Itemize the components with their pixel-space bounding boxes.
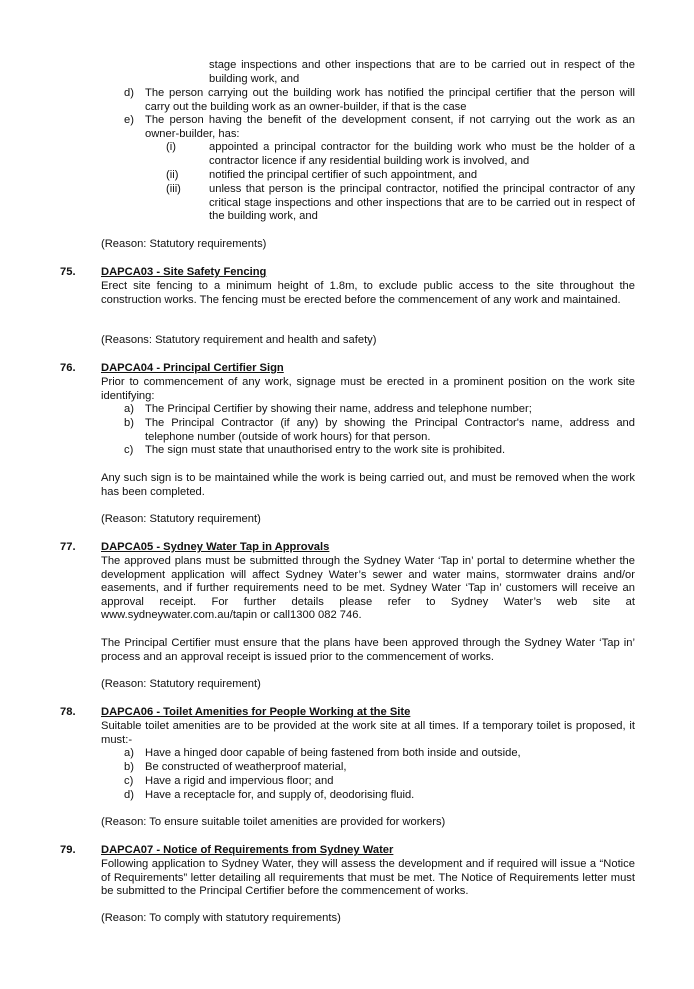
condition-75-number: 75. [60,266,76,278]
condition-78-item-b: Be constructed of weatherproof material, [145,761,347,773]
condition-78-label-b: b) [124,761,134,773]
condition-79-number: 79. [60,844,76,856]
condition-76-title: DAPCA04 - Principal Certifier Sign [101,362,284,374]
item-c-continuation: stage inspections and other inspections that are to be carried out in respect of the building work, and [209,59,635,85]
sub-item-i: appointed a principal contractor for the building work who must be the holder of a contractor licence if any residential building work is involved, and [209,141,635,167]
condition-76-label-c: c) [124,444,134,456]
condition-79-reason: (Reason: To comply with statutory requirements) [101,912,341,924]
condition-78-item-d: Have a receptacle for, and supply of, deodorising fluid. [145,789,415,801]
list-item-e: The person having the benefit of the development consent, if not carrying out the work as an owner-builder, has: [145,114,635,140]
condition-77-body-1: The approved plans must be submitted through the Sydney Water ‘Tap in’ portal to determine whether the development application will affect Sydney Water’s sewer and water mains, stormwater drains and/or easements, and if further requirements need to be met. Sydney Water ‘Tap in’ customers will receive an approval receipt. For further details please refer to Sydney Water’s web site at www.sydneywater.com.au/tapin or call1300 082 746. [101,555,635,622]
condition-76-label-b: b) [124,417,134,429]
sub-label-i: (i) [166,141,176,153]
top-reason: (Reason: Statutory requirements) [101,238,267,250]
condition-79-title: DAPCA07 - Notice of Requirements from Sydney Water [101,844,394,856]
condition-78-item-c: Have a rigid and impervious floor; and [145,775,334,787]
condition-78-label-a: a) [124,747,134,759]
condition-78-label-d: d) [124,789,134,801]
condition-75-reason: (Reasons: Statutory requirement and health and safety) [101,334,377,346]
condition-77-title: DAPCA05 - Sydney Water Tap in Approvals [101,541,330,553]
condition-77-number: 77. [60,541,76,553]
list-item-d: The person carrying out the building work has notified the principal certifier that the person will carry out the building work as an owner-builder, if that is the case [145,87,635,113]
sub-label-ii: (ii) [166,169,179,181]
sub-item-iii: unless that person is the principal contractor, notified the principal contractor of any critical stage inspections and other inspections that are to be carried out in respect of the building work, and [209,183,635,223]
condition-78-title: DAPCA06 - Toilet Amenities for People Working at the Site [101,706,411,718]
condition-78-intro: Suitable toilet amenities are to be provided at the work site at all times. If a temporary toilet is proposed, it must:- [101,720,635,746]
condition-76-number: 76. [60,362,76,374]
list-label-d: d) [124,87,134,99]
condition-78-reason: (Reason: To ensure suitable toilet amenities are provided for workers) [101,816,446,828]
condition-76-item-c: The sign must state that unauthorised entry to the work site is prohibited. [145,444,506,456]
condition-78-number: 78. [60,706,76,718]
condition-78-label-c: c) [124,775,134,787]
condition-76-label-a: a) [124,403,134,415]
condition-77-body-2: The Principal Certifier must ensure that the plans have been approved through the Sydney Water ‘Tap in’ process and an approval receipt is issued prior to the commencement of works. [101,637,635,663]
condition-76-item-b: The Principal Contractor (if any) by showing the Principal Contractor's name, address and telephone number (outside of work hours) for that person. [145,417,635,443]
sub-item-ii: notified the principal certifier of such appointment, and [209,169,478,181]
condition-77-reason: (Reason: Statutory requirement) [101,678,261,690]
condition-76-intro: Prior to commencement of any work, signage must be erected in a prominent position on the work site identifying: [101,376,635,402]
condition-79-body: Following application to Sydney Water, they will assess the development and if required will issue a “Notice of Requirements” letter detailing all requirements that must be met. The Notice of Requirements letter must be submitted to the Principal Certifier before the commencement of works. [101,858,635,898]
condition-76-after: Any such sign is to be maintained while the work is being carried out, and must be removed when the work has been completed. [101,472,635,498]
condition-75-title: DAPCA03 - Site Safety Fencing [101,266,267,278]
condition-78-item-a: Have a hinged door capable of being fastened from both inside and outside, [145,747,521,759]
condition-76-item-a: The Principal Certifier by showing their name, address and telephone number; [145,403,532,415]
list-label-e: e) [124,114,134,126]
sub-label-iii: (iii) [166,183,181,195]
condition-76-reason: (Reason: Statutory requirement) [101,513,261,525]
condition-75-body: Erect site fencing to a minimum height of 1.8m, to exclude public access to the site throughout the construction works. The fencing must be erected before the commencement of any work and maintained. [101,280,635,306]
